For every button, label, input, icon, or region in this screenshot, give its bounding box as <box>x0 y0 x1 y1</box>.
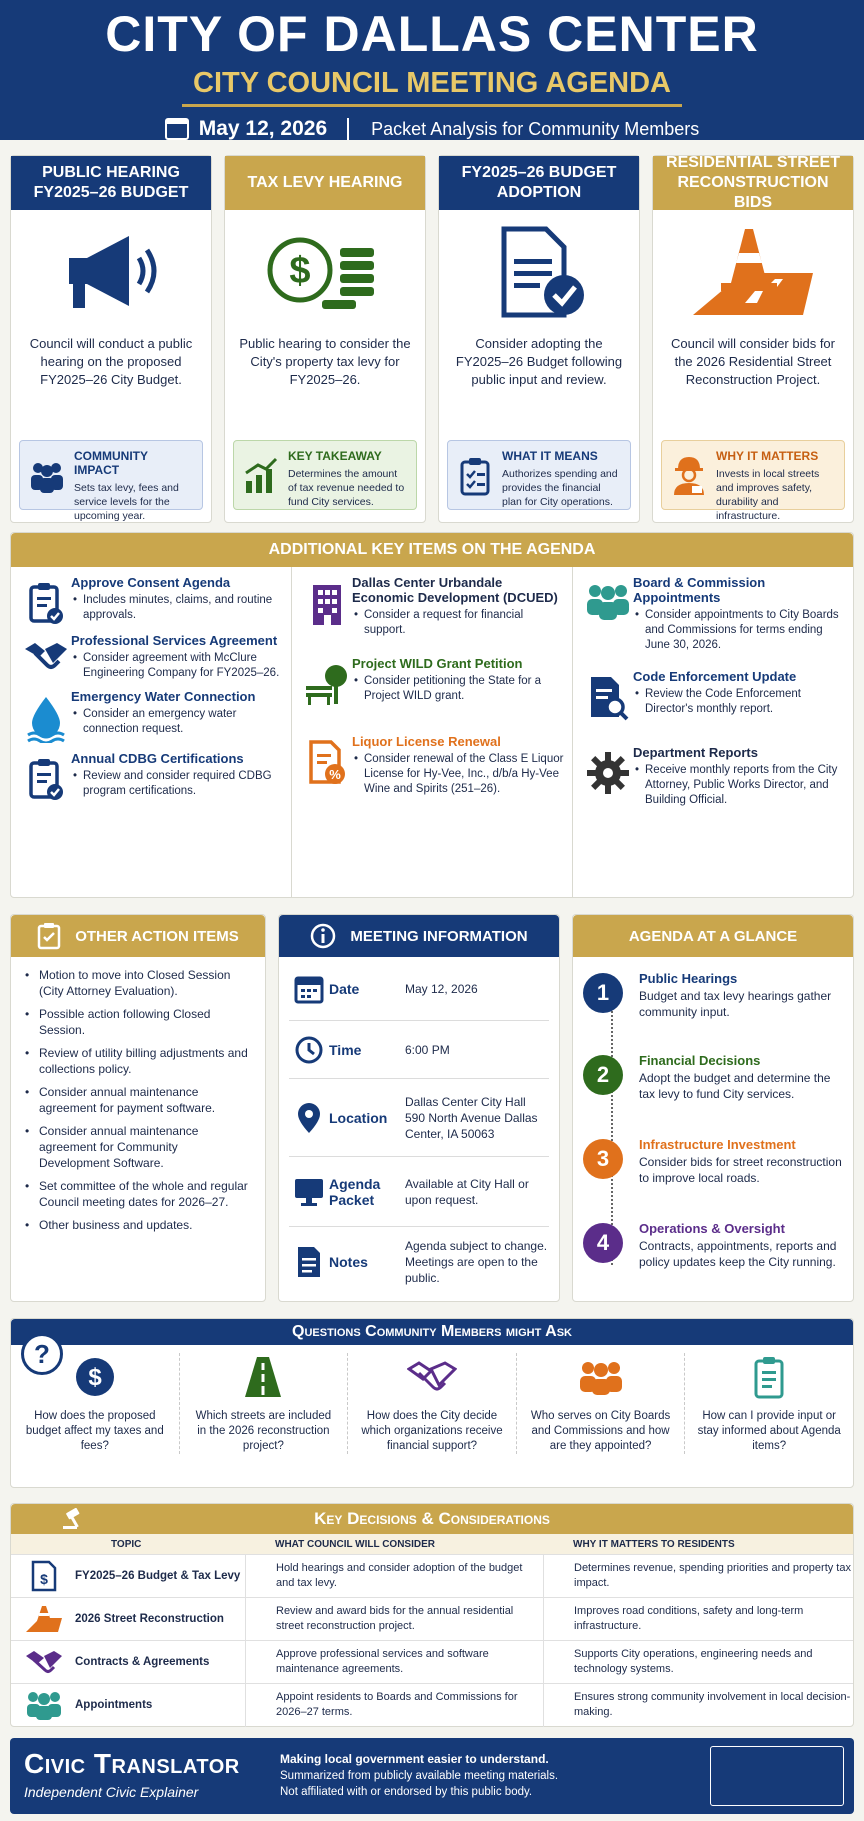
step-number: 1 <box>583 973 623 1013</box>
page-title: CITY OF DALLAS CENTER <box>105 6 759 62</box>
column-header: WHY IT MATTERS TO RESIDENTS <box>573 1538 735 1550</box>
list-item: • Possible action following Closed Session. <box>25 1006 251 1038</box>
license-percent-icon <box>302 734 352 797</box>
growth-chart-icon <box>242 455 280 497</box>
step-title: Infrastructure Investment <box>639 1137 796 1152</box>
key-decisions-table <box>10 1503 854 1727</box>
checklist-icon <box>37 922 61 950</box>
table-row <box>11 1554 853 1597</box>
step-description: Contracts, appointments, reports and policy updates keep the City running. <box>639 1239 837 1269</box>
meeting-label: Date <box>329 980 360 997</box>
footer-line: Not affiliated with or endorsed by this public body. <box>280 1786 533 1798</box>
traffic-cone-icon <box>21 1604 67 1634</box>
section-title: AGENDA AT A GLANCE <box>628 927 798 945</box>
list-item <box>21 633 283 681</box>
divider <box>347 118 349 140</box>
other-items-list <box>11 957 265 1233</box>
section-title: Key Decisions & Considerations <box>314 1509 550 1528</box>
question-mark-icon: ? <box>21 1333 63 1375</box>
table-row <box>11 1683 853 1726</box>
consider-cell: Appoint residents to Boards and Commissions for 2026–27 terms. <box>245 1684 543 1727</box>
card-title: PUBLIC HEARING FY2025–26 BUDGET <box>11 156 211 210</box>
item-title: Code Enforcement Update <box>633 669 797 684</box>
step-description: Consider bids for street reconstruction to improve local roads. <box>639 1155 842 1185</box>
item-title: Liquor License Renewal <box>352 734 501 749</box>
item-title: Department Reports <box>633 745 758 760</box>
sub-title: KEY TAKEAWAY <box>288 449 382 463</box>
svg-text:%: % <box>329 767 341 782</box>
section-title: ADDITIONAL KEY ITEMS ON THE AGENDA <box>11 533 853 567</box>
column-header: TOPIC <box>111 1538 142 1550</box>
footer-line: Making local government easier to understand. <box>280 1752 549 1766</box>
packet-label: Packet Analysis for Community Members <box>371 118 700 139</box>
meeting-label: Location <box>329 1109 388 1126</box>
items-column-2 <box>291 567 572 897</box>
why-cell: Ensures strong community involvement in local decision-making. <box>543 1684 853 1727</box>
card-tax-levy <box>224 155 426 523</box>
items-column-1 <box>11 567 291 897</box>
people-group-icon <box>21 1689 67 1721</box>
header <box>0 0 864 140</box>
sub-title: WHAT IT MEANS <box>502 449 598 463</box>
question-text: Which streets are included in the 2026 reconstruction project? <box>195 1410 332 1452</box>
clock-icon <box>289 1035 329 1065</box>
item-description: • Consider appointments to City Boards and Commissions for terms ending June 30, 2026. <box>633 608 845 653</box>
step-description: Budget and tax levy hearings gather community input. <box>639 989 832 1019</box>
list-item <box>21 751 283 801</box>
meeting-row-notes <box>289 1227 549 1297</box>
computer-monitor-icon <box>289 1177 329 1207</box>
document-search-icon <box>583 669 633 721</box>
list-item <box>302 575 564 638</box>
step-number: 2 <box>583 1055 623 1095</box>
list-item <box>583 669 845 721</box>
step-title: Financial Decisions <box>639 1053 761 1068</box>
step-title: Operations & Oversight <box>639 1221 785 1236</box>
svg-text:$: $ <box>40 1571 48 1587</box>
card-description: Consider adopting the FY2025–26 Budget following public input and review. <box>455 336 623 387</box>
meeting-row-time <box>289 1021 549 1079</box>
why-cell: Improves road conditions, safety and long-term infrastructure. <box>543 1598 853 1641</box>
park-bench-tree-icon <box>302 656 352 706</box>
list-item <box>302 656 564 706</box>
other-action-items <box>10 914 266 1302</box>
gavel-icon <box>61 1508 87 1530</box>
sub-title: COMMUNITY IMPACT <box>74 449 148 477</box>
card-description: Public hearing to consider the City's property tax levy for FY2025–26. <box>239 336 411 387</box>
dollar-document-icon <box>21 1560 67 1592</box>
meeting-label: Time <box>329 1041 362 1058</box>
what-it-means-box <box>447 440 631 510</box>
clipboard-icon <box>695 1353 843 1401</box>
section-title: OTHER ACTION ITEMS <box>75 927 239 945</box>
meeting-row-date <box>289 957 549 1021</box>
glance-step <box>573 1137 853 1221</box>
section-header <box>11 1504 853 1534</box>
meeting-value: Dallas Center City Hall 590 North Avenue Dallas Center, IA 50063 <box>405 1094 538 1141</box>
card-title: TAX LEVY HEARING <box>225 156 425 210</box>
section-header <box>11 915 265 957</box>
consider-cell: Approve professional services and software maintenance agreements. <box>245 1641 543 1684</box>
item-description: • Consider renewal of the Class E Liquor License for Hy-Vee, Inc., d/b/a Hy-Vee Wine and Spirits (251–26). <box>352 752 564 797</box>
topic-cell: 2026 Street Reconstruction <box>75 1612 224 1625</box>
additional-items-panel <box>10 532 854 898</box>
calendar-icon <box>289 974 329 1004</box>
meeting-row-location <box>289 1079 549 1157</box>
footer <box>10 1738 854 1814</box>
list-item: • Other business and updates. <box>25 1217 251 1233</box>
location-pin-icon <box>289 1101 329 1135</box>
meeting-value: May 12, 2026 <box>405 981 478 996</box>
clipboard-check-icon <box>21 575 71 625</box>
card-description: Council will conduct a public hearing on the proposed FY2025–26 City Budget. <box>29 336 193 387</box>
item-title: Emergency Water Connection <box>71 689 256 704</box>
step-number: 4 <box>583 1223 623 1263</box>
sub-title: WHY IT MATTERS <box>716 449 819 463</box>
topic-cell: FY2025–26 Budget & Tax Levy <box>75 1569 241 1582</box>
step-title: Public Hearings <box>639 971 738 986</box>
meeting-value: Agenda subject to change. Meetings are open to the public. <box>405 1239 548 1285</box>
list-item: • Review of utility billing adjustments and collections policy. <box>25 1045 251 1077</box>
list-item <box>21 689 283 743</box>
handshake-icon <box>21 1648 67 1676</box>
calendar-icon <box>165 118 189 140</box>
brand-name: Civic Translator <box>24 1748 240 1779</box>
road-icon <box>190 1353 338 1401</box>
table-row <box>11 1597 853 1640</box>
list-item: • Consider annual maintenance agreement for Community Development Software. <box>25 1123 251 1171</box>
svg-text:$: $ <box>88 1364 102 1391</box>
why-cell: Supports City operations, engineering needs and technology systems. <box>543 1641 853 1684</box>
meeting-information <box>278 914 560 1302</box>
meeting-date: May 12, 2026 <box>198 117 328 140</box>
consider-cell: Review and award bids for the annual residential street reconstruction project. <box>245 1598 543 1641</box>
why-cell: Determines revenue, spending priorities and property tax impact. <box>543 1555 853 1598</box>
handshake-icon <box>358 1353 506 1401</box>
page-subtitle: CITY COUNCIL MEETING AGENDA <box>193 67 671 99</box>
megaphone-icon <box>11 210 211 335</box>
info-row <box>10 914 854 1302</box>
meeting-label: Agenda Packet <box>329 1175 381 1208</box>
divider <box>182 104 682 107</box>
item-description: • Consider petitioning the State for a Project WILD grant. <box>352 674 564 704</box>
clipboard-icon <box>456 455 494 497</box>
section-title: Questions Community Members might Ask <box>11 1319 853 1345</box>
question-text: How can I provide input or stay informed about Agenda items? <box>697 1410 841 1452</box>
card-public-hearing <box>10 155 212 523</box>
list-item <box>302 734 564 797</box>
sub-description: Sets tax levy, fees and service levels for the upcoming year. <box>74 482 179 522</box>
table-header <box>11 1534 853 1554</box>
sub-description: Invests in local streets and improves safety, durability and infrastructure. <box>716 468 820 522</box>
community-impact-box <box>19 440 203 522</box>
meeting-label: Notes <box>329 1254 368 1270</box>
card-description: Council will consider bids for the 2026 Residential Street Reconstruction Project. <box>670 336 835 387</box>
traffic-cone-road-icon <box>653 210 853 335</box>
gear-icon <box>583 745 633 808</box>
money-coins-icon <box>225 210 425 335</box>
glance-step <box>573 1221 853 1305</box>
column-header: WHAT COUNCIL WILL CONSIDER <box>275 1538 435 1550</box>
card-street-bids <box>652 155 854 523</box>
meeting-value: Available at City Hall or upon request. <box>405 1176 529 1207</box>
key-takeaway-box <box>233 440 417 510</box>
clipboard-check-icon <box>21 751 71 801</box>
table-row <box>11 1640 853 1683</box>
questions-panel <box>10 1318 854 1488</box>
glance-step <box>573 971 853 1053</box>
card-title: FY2025–26 BUDGET ADOPTION <box>439 156 639 210</box>
section-title: MEETING INFORMATION <box>350 927 528 945</box>
document-check-icon <box>439 210 639 335</box>
items-column-3 <box>572 567 853 897</box>
item-description: • Consider an emergency water connection request. <box>71 707 283 737</box>
list-item <box>583 575 845 653</box>
agenda-at-a-glance <box>572 914 854 1302</box>
date-line <box>0 117 864 141</box>
qr-placeholder-box <box>710 1746 844 1806</box>
item-title: Annual CDBG Certifications <box>71 751 244 766</box>
section-header <box>573 915 853 957</box>
question-item <box>179 1353 348 1454</box>
item-title: Board & Commission Appointments <box>633 575 766 605</box>
sub-description: Determines the amount of tax revenue needed to fund City services. <box>288 468 405 508</box>
item-title: Dallas Center Urbandale Economic Development (DCUED) <box>352 575 558 605</box>
why-it-matters-box <box>661 440 845 522</box>
step-description: Adopt the budget and determine the tax levy to fund City services. <box>639 1071 831 1101</box>
item-title: Professional Services Agreement <box>71 633 278 648</box>
step-number: 3 <box>583 1139 623 1179</box>
meeting-value: 6:00 PM <box>405 1042 450 1057</box>
consider-cell: Hold hearings and consider adoption of the budget and tax levy. <box>245 1555 543 1598</box>
question-item <box>516 1353 685 1454</box>
question-item <box>347 1353 516 1454</box>
section-header <box>279 915 559 957</box>
brand-tagline: Independent Civic Explainer <box>24 1784 199 1800</box>
meeting-row-packet <box>289 1157 549 1227</box>
svg-text:$: $ <box>289 249 311 292</box>
item-description: • Consider a request for financial support. <box>352 608 564 638</box>
card-budget-adoption <box>438 155 640 523</box>
people-group-icon <box>527 1353 675 1401</box>
question-text: Who serves on City Boards and Commissions and how are they appointed? <box>530 1410 671 1452</box>
building-icon <box>302 575 352 638</box>
item-title: Project WILD Grant Petition <box>352 656 523 671</box>
list-item <box>583 745 845 808</box>
info-icon <box>310 923 336 949</box>
list-item <box>21 575 283 625</box>
item-description: • Review and consider required CDBG program certifications. <box>71 769 283 799</box>
topic-cell: Contracts & Agreements <box>75 1655 210 1668</box>
topic-cell: Appointments <box>75 1698 153 1711</box>
top-cards <box>10 155 854 523</box>
footer-line: Summarized from publicly available meeting materials. <box>280 1770 559 1782</box>
item-title: Approve Consent Agenda <box>71 575 231 590</box>
list-item: • Motion to move into Closed Session (City Attorney Evaluation). <box>25 967 251 999</box>
question-text: How does the proposed budget affect my taxes and fees? <box>25 1410 164 1452</box>
sub-description: Authorizes spending and provides the financial plan for City operations. <box>502 468 618 508</box>
list-item: • Set committee of the whole and regular Council meeting dates for 2026–27. <box>25 1178 251 1210</box>
question-item <box>684 1353 853 1454</box>
item-description: • Review the Code Enforcement Director's monthly report. <box>633 687 845 717</box>
handshake-icon <box>21 633 71 681</box>
people-icon <box>28 455 66 497</box>
people-group-icon <box>583 575 633 653</box>
notes-document-icon <box>289 1245 329 1279</box>
worker-icon <box>670 455 708 497</box>
question-text: How does the City decide which organizations receive financial support? <box>361 1410 503 1452</box>
item-description: • Consider agreement with McClure Engineering Company for FY2025–26. <box>71 651 283 681</box>
list-item: • Consider annual maintenance agreement for payment software. <box>25 1084 251 1116</box>
water-drop-icon <box>21 689 71 743</box>
glance-step <box>573 1053 853 1137</box>
card-title: RESIDENTIAL STREET RECONSTRUCTION BIDS <box>653 156 853 210</box>
item-description: • Receive monthly reports from the City Attorney, Public Works Director, and Building Official. <box>633 763 845 808</box>
item-description: • Includes minutes, claims, and routine approvals. <box>71 593 283 623</box>
